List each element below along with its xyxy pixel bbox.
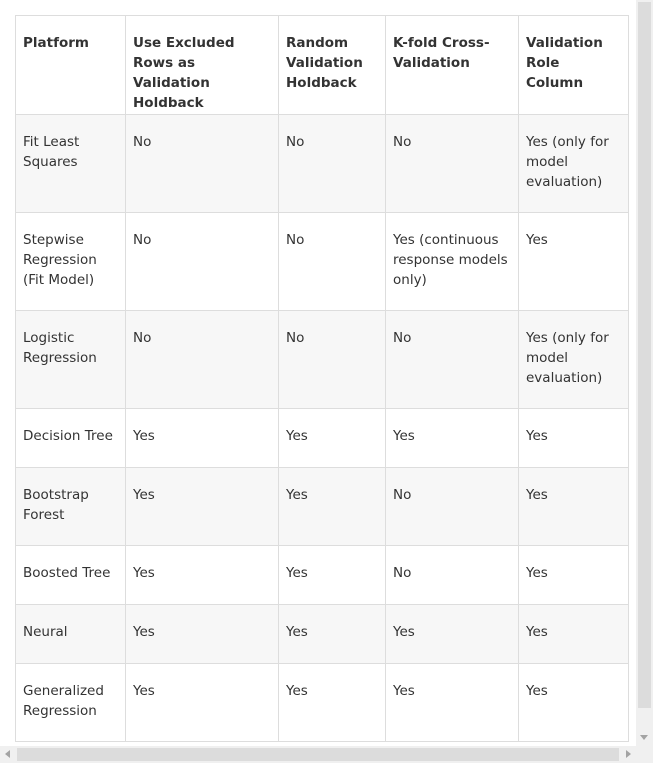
table-cell: No — [386, 115, 519, 213]
table-row — [16, 468, 629, 546]
table-cell: Yes — [519, 468, 629, 546]
scroll-left-arrow-icon[interactable] — [5, 750, 10, 758]
table-cell: No — [126, 115, 279, 213]
table-cell: Neural — [16, 605, 126, 664]
horizontal-scrollbar-thumb[interactable] — [17, 748, 619, 761]
table-cell: Yes — [519, 546, 629, 605]
table-cell: Yes — [386, 605, 519, 664]
table-row — [16, 664, 629, 742]
header-validation-role-column: Validation Role Column — [519, 16, 629, 115]
table-cell: Yes (only for model evaluation) — [519, 311, 629, 409]
table-cell: Yes — [519, 213, 629, 311]
table-cell: Boosted Tree — [16, 546, 126, 605]
table-cell: Yes — [279, 468, 386, 546]
table-cell: No — [386, 468, 519, 546]
validation-support-table — [15, 15, 629, 742]
table-cell: Yes — [126, 664, 279, 742]
table-cell: No — [279, 213, 386, 311]
table-cell: Bootstrap Forest — [16, 468, 126, 546]
scroll-right-arrow-icon[interactable] — [626, 750, 631, 758]
table-cell: Yes — [126, 468, 279, 546]
header-excluded-rows-holdback: Use Excluded Rows as Validation Holdback — [126, 16, 279, 115]
table-cell: Yes — [386, 409, 519, 468]
table-cell: Logistic Regression — [16, 311, 126, 409]
header-platform: Platform — [16, 16, 126, 115]
table-cell: No — [279, 311, 386, 409]
table-cell: Yes — [279, 664, 386, 742]
table-cell: Fit Least Squares — [16, 115, 126, 213]
table-cell: Yes (only for model evaluation) — [519, 115, 629, 213]
table-cell: No — [386, 546, 519, 605]
table-cell: Yes — [519, 409, 629, 468]
table-cell: Yes — [126, 605, 279, 664]
table-header-row — [16, 16, 629, 115]
table-cell: Yes — [519, 664, 629, 742]
table-cell: Yes — [386, 664, 519, 742]
table-cell: No — [126, 213, 279, 311]
scroll-down-arrow-icon[interactable] — [640, 735, 648, 740]
table-cell: Yes — [279, 605, 386, 664]
header-kfold: K-fold Cross-Validation — [386, 16, 519, 115]
table-cell: Decision Tree — [16, 409, 126, 468]
horizontal-scrollbar[interactable] — [0, 746, 636, 763]
table-row — [16, 115, 629, 213]
table-cell: Yes — [279, 409, 386, 468]
table-cell: No — [279, 115, 386, 213]
table-cell: No — [386, 311, 519, 409]
table-row — [16, 546, 629, 605]
table-row — [16, 605, 629, 664]
table-cell: No — [126, 311, 279, 409]
table-cell: Generalized Regression — [16, 664, 126, 742]
table-row — [16, 409, 629, 468]
table-cell: Yes — [279, 546, 386, 605]
table-cell: Yes — [519, 605, 629, 664]
scrollbar-corner — [636, 746, 653, 763]
vertical-scrollbar[interactable] — [636, 0, 653, 746]
table-cell: Yes — [126, 409, 279, 468]
table-row — [16, 311, 629, 409]
table-cell: Yes — [126, 546, 279, 605]
header-random-holdback: Random Validation Holdback — [279, 16, 386, 115]
table-cell: Stepwise Regression (Fit Model) — [16, 213, 126, 311]
vertical-scrollbar-thumb[interactable] — [638, 2, 651, 708]
table-row — [16, 213, 629, 311]
table-cell: Yes (continuous response models only) — [386, 213, 519, 311]
